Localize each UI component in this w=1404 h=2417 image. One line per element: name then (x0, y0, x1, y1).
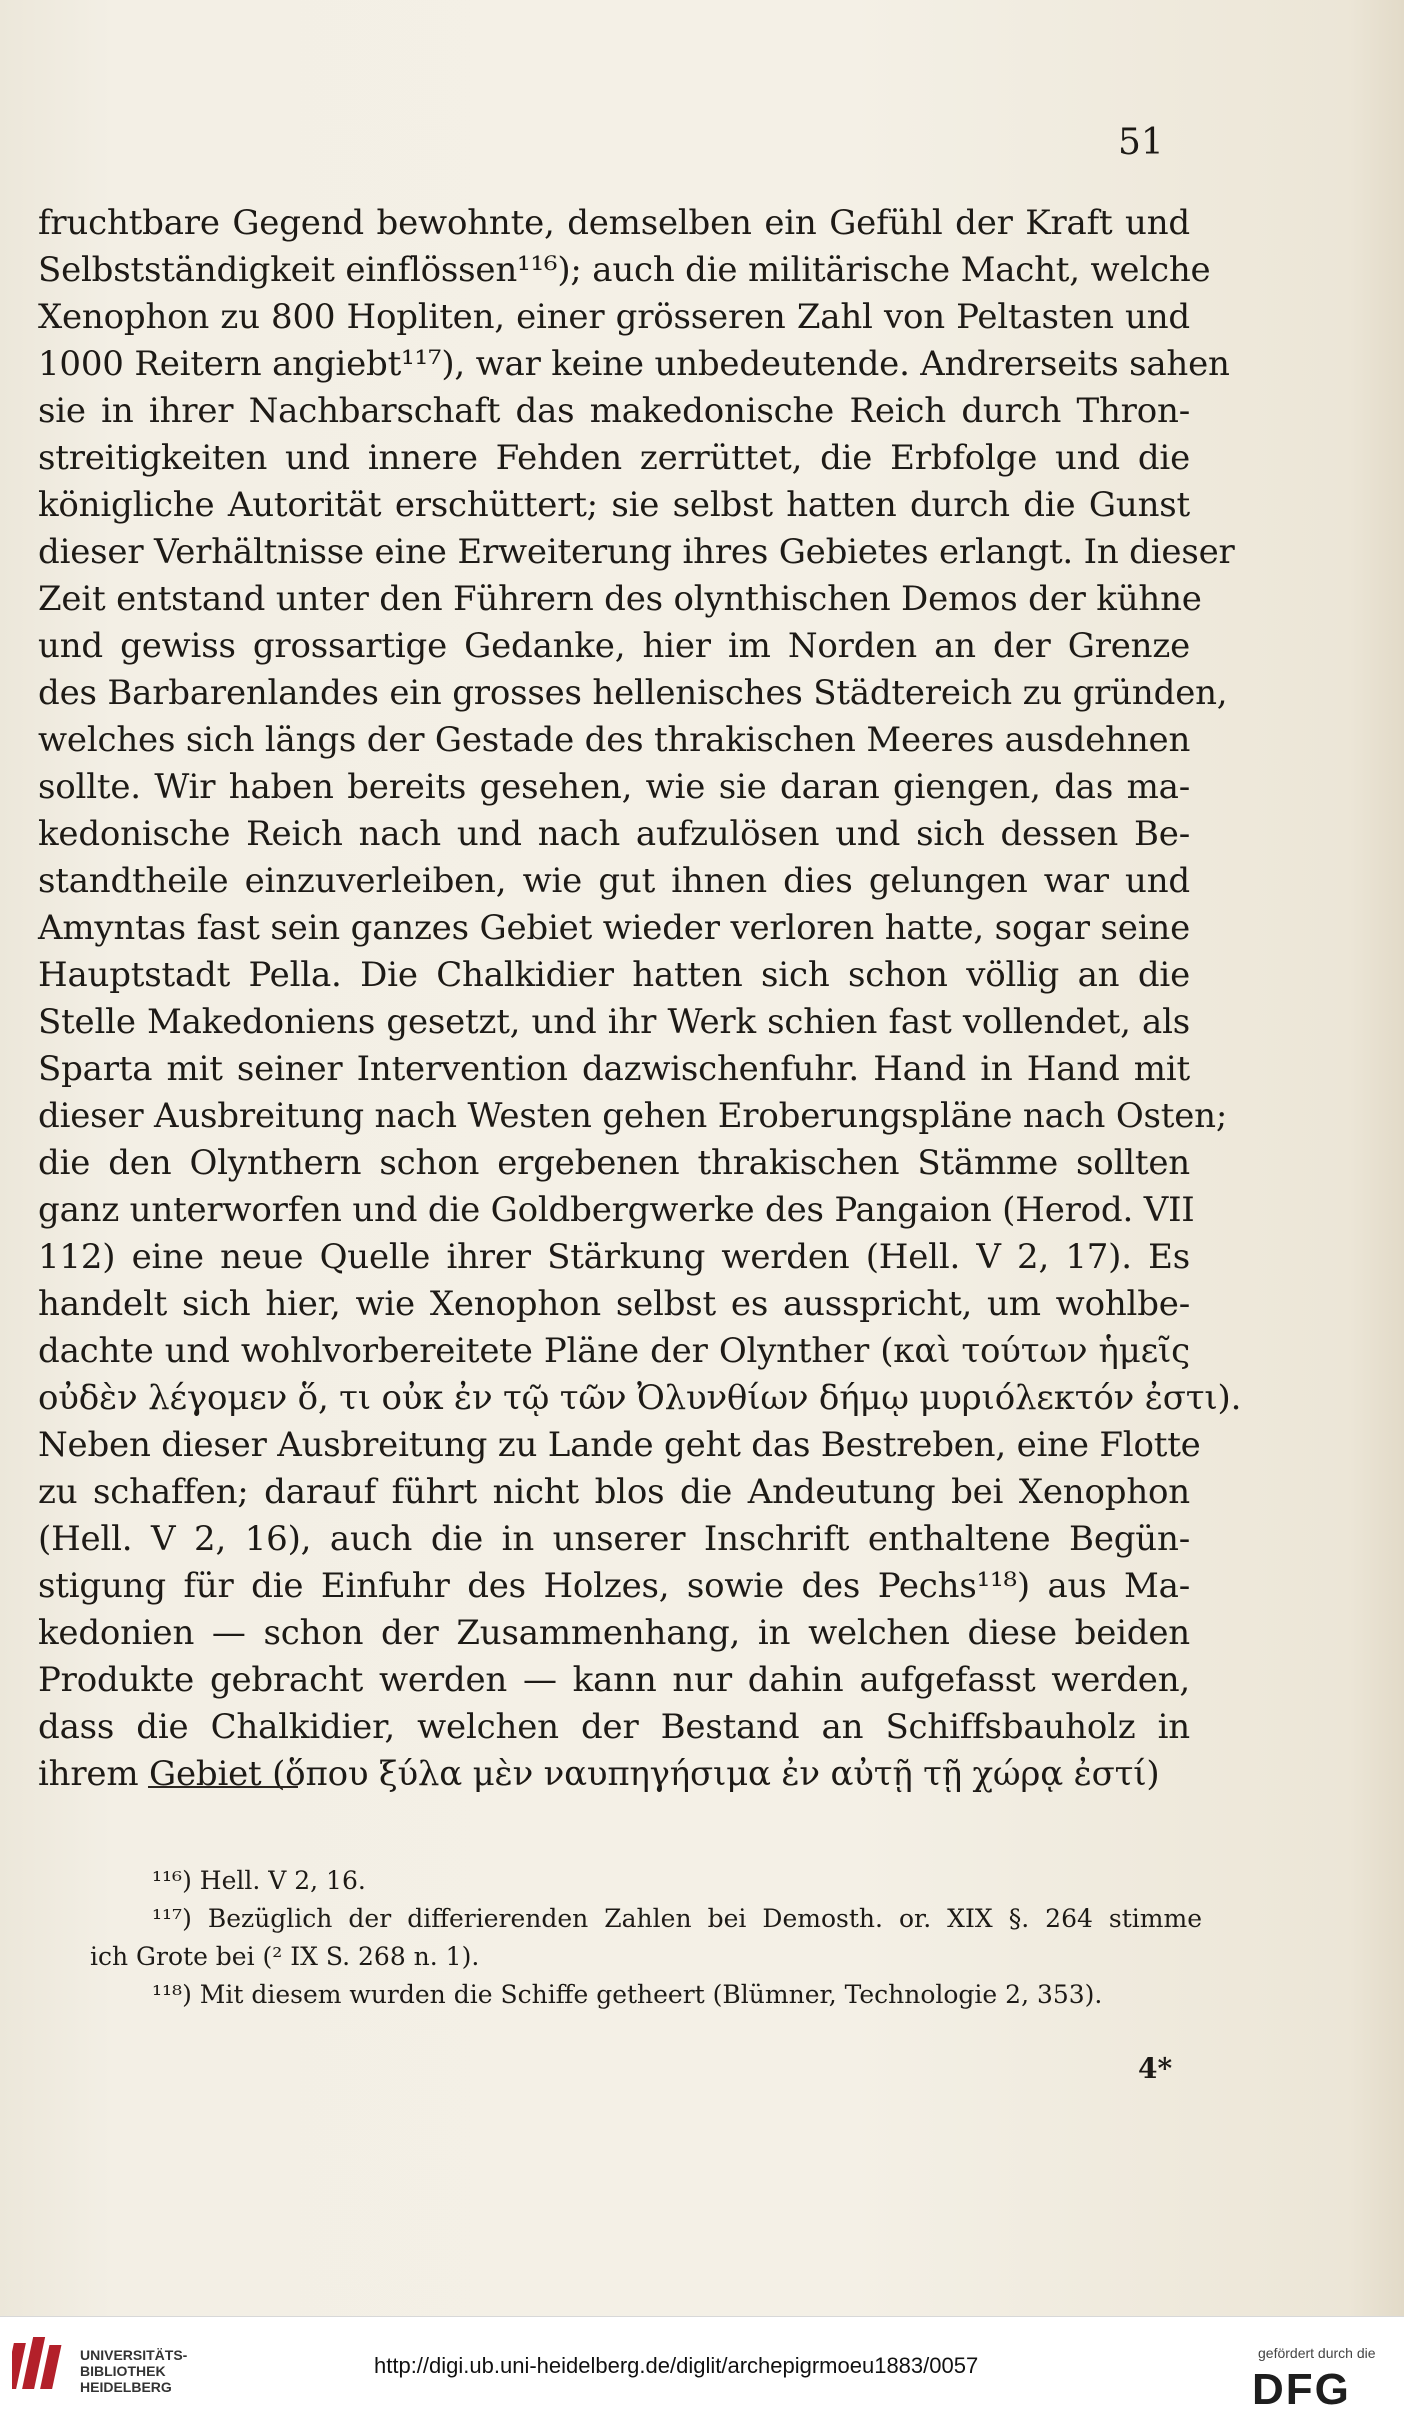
text-line: Produkte gebracht werden — kann nur dahin aufgefasst werden, (38, 1660, 1190, 1700)
footnote-116: ¹¹⁶) Hell. V 2, 16. (152, 1866, 366, 1895)
footnotes (90, 1862, 1202, 2014)
viewer-footer (0, 2316, 1404, 2417)
body-text (38, 200, 1242, 1798)
text-line: οὐδὲν λέγομεν ὅ, τι οὐκ ἐν τῷ τῶν Ὀλυνθίων δήμῳ μυριόλεκτόν ἐστι). (38, 1378, 1242, 1418)
text-line: und gewiss grossartige Gedanke, hier im Norden an der Grenze (38, 626, 1190, 666)
text-line: Stelle Makedoniens gesetzt, und ihr Werk schien fast vollendet, als (38, 1002, 1190, 1042)
text-line: sie in ihrer Nachbarschaft das makedonische Reich durch Thron- (38, 391, 1190, 431)
text-line: ganz unterworfen und die Goldbergwerke des Pangaion (Herod. VII (38, 1190, 1195, 1230)
text-line: königliche Autorität erschüttert; sie selbst hatten durch die Gunst (38, 485, 1190, 525)
text-line: Sparta mit seiner Intervention dazwischenfuhr. Hand in Hand mit (38, 1049, 1190, 1089)
text-line: kedonische Reich nach und nach aufzulösen und sich dessen Be- (38, 814, 1190, 854)
text-line: standtheile einzuverleiben, wie gut ihnen dies gelungen war und (38, 861, 1190, 901)
library-name-line: BIBLIOTHEK (80, 2363, 166, 2379)
text-line: ihrem Gebiet (ὅπου ξύλα μὲν ναυπηγήσιμα ἐν αὐτῇ τῇ χώρᾳ ἐστί) (38, 1754, 1160, 1794)
footnote-117: ¹¹⁷) Bezüglich der differierenden Zahlen bei Demosth. or. XIX §. 264 stimme (152, 1904, 1202, 1933)
text-line: zu schaffen; darauf führt nicht blos die Andeutung bei Xenophon (38, 1472, 1190, 1512)
page-number: 51 (1118, 122, 1164, 163)
text-line: dieser Verhältnisse eine Erweiterung ihres Gebietes erlangt. In dieser (38, 532, 1235, 572)
text-line: kedonien — schon der Zusammenhang, in welchen diese beiden (38, 1613, 1190, 1653)
footnote-117-continued: ich Grote bei (² IX S. 268 n. 1). (90, 1942, 480, 1971)
text-line: dachte und wohlvorbereitete Pläne der Olynther (καὶ τούτων ἡμεῖς (38, 1331, 1190, 1371)
library-name-line: HEIDELBERG (80, 2379, 172, 2395)
funding-note: gefördert durch die (1258, 2345, 1376, 2361)
text-line: Neben dieser Ausbreitung zu Lande geht das Bestreben, eine Flotte (38, 1425, 1201, 1465)
text-line: Hauptstadt Pella. Die Chalkidier hatten sich schon völlig an die (38, 955, 1190, 995)
text-line: streitigkeiten und innere Fehden zerrüttet, die Erbfolge und die (38, 438, 1190, 478)
sheet-signature: 4* (1138, 2052, 1173, 2085)
text-line: fruchtbare Gegend bewohnte, demselben ein Gefühl der Kraft und (38, 203, 1190, 243)
text-line: welches sich längs der Gestade des thrakischen Meeres ausdehnen (38, 720, 1191, 760)
text-line: dieser Ausbreitung nach Westen gehen Eroberungspläne nach Osten; (38, 1096, 1228, 1136)
text-line: dass die Chalkidier, welchen der Bestand an Schiffsbauholz in (38, 1707, 1190, 1747)
text-line: Xenophon zu 800 Hopliten, einer grösseren Zahl von Peltasten und (38, 297, 1190, 337)
text-line: Zeit entstand unter den Führern des olynthischen Demos der kühne (38, 579, 1202, 619)
text-line: Selbstständigkeit einflössen¹¹⁶); auch die militärische Macht, welche (38, 250, 1211, 290)
university-library-logo-icon (12, 2333, 68, 2397)
library-name (80, 2347, 187, 2395)
text-line: 1000 Reitern angiebt¹¹⁷), war keine unbedeutende. Andrerseits sahen (38, 344, 1230, 384)
footnote-divider (148, 1786, 298, 1788)
text-line: 112) eine neue Quelle ihrer Stärkung werden (Hell. V 2, 17). Es (38, 1237, 1190, 1277)
text-line: Amyntas fast sein ganzes Gebiet wieder verloren hatte, sogar seine (38, 908, 1190, 948)
footnote-118: ¹¹⁸) Mit diesem wurden die Schiffe getheert (Blümner, Technologie 2, 353). (152, 1980, 1103, 2009)
dfg-logo: DFG (1252, 2365, 1351, 2414)
library-name-line: UNIVERSITÄTS- (80, 2347, 188, 2363)
text-line: die den Olynthern schon ergebenen thrakischen Stämme sollten (38, 1143, 1190, 1183)
text-line: (Hell. V 2, 16), auch die in unserer Inschrift enthaltene Begün- (38, 1519, 1190, 1559)
text-line: des Barbarenlandes ein grosses hellenisches Städtereich zu gründen, (38, 673, 1228, 713)
text-line: handelt sich hier, wie Xenophon selbst es ausspricht, um wohlbe- (38, 1284, 1190, 1324)
text-line: stigung für die Einfuhr des Holzes, sowie des Pechs¹¹⁸) aus Ma- (38, 1566, 1190, 1606)
permalink[interactable]: http://digi.ub.uni-heidelberg.de/diglit/archepigrmoeu1883/0057 (374, 2353, 979, 2378)
text-line: sollte. Wir haben bereits gesehen, wie sie daran giengen, das ma- (38, 767, 1190, 807)
